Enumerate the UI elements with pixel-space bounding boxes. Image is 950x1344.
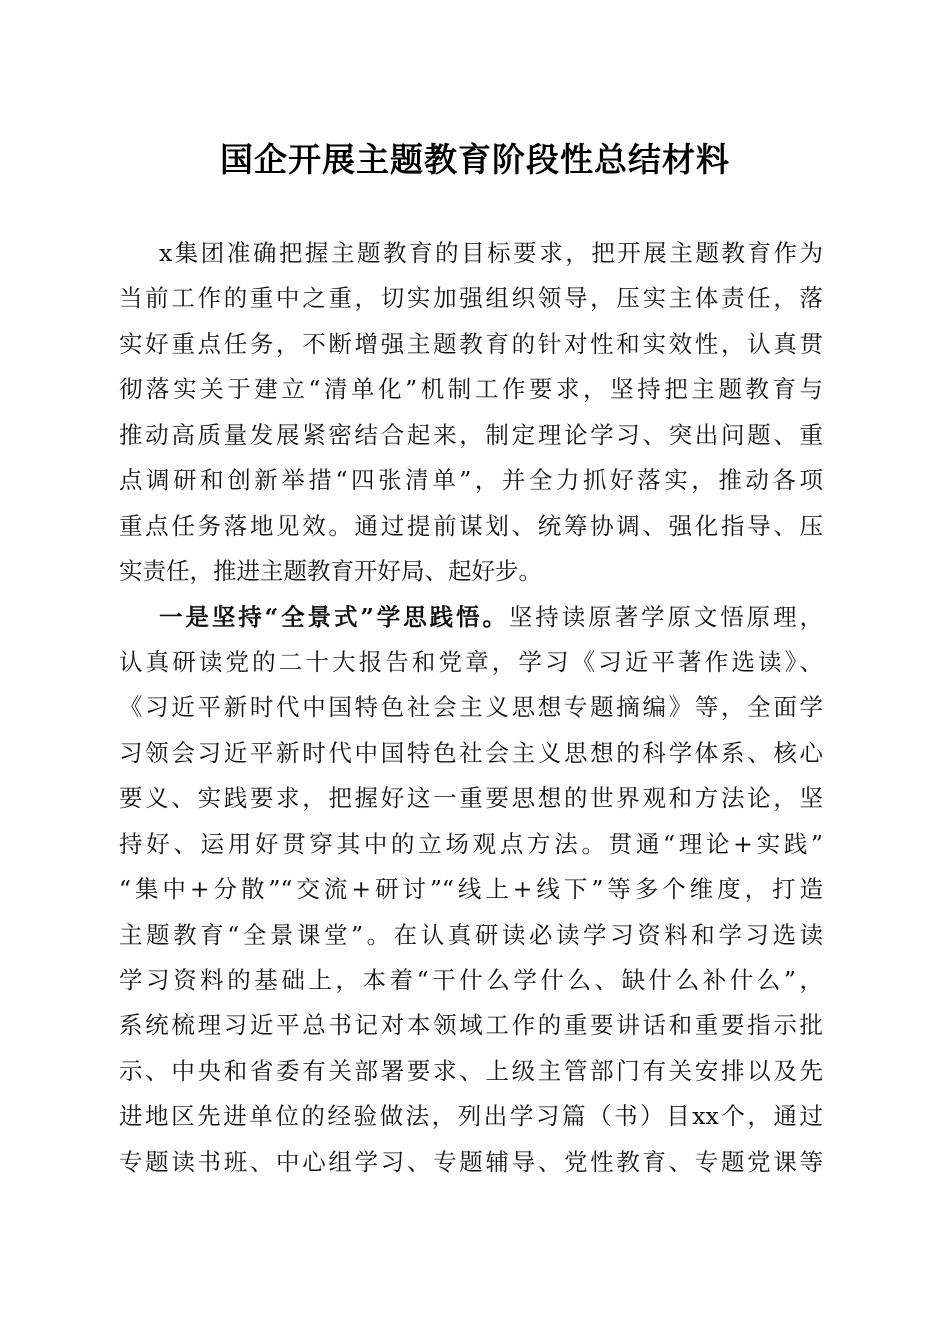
text-line <box>119 595 823 640</box>
paragraph-study <box>119 595 823 1186</box>
text-line: “集中+分散”“交流+研讨”“线上+线下”等多个维度，打造 <box>119 875 823 904</box>
section-lead: 一是坚持“全景式”学思践悟。 <box>159 602 509 631</box>
text-line: 实好重点任务，不断增强主题教育的针对性和实效性，认真贯 <box>119 329 823 358</box>
text-line: 推动高质量发展紧密结合起来，制定理论学习、突出问题、重 <box>119 420 823 449</box>
text-line: 专题读书班、中心组学习、专题辅导、党性教育、专题党课等 <box>119 1147 823 1176</box>
text-line: 当前工作的重中之重，切实加强组织领导，压实主体责任，落 <box>119 284 823 313</box>
text-line: 重点任务落地见效。通过提前谋划、统筹协调、强化指导、压 <box>119 511 823 540</box>
text-line: 认真研读党的二十大报告和党章，学习《习近平著作选读》、 <box>119 647 823 676</box>
document-title: 国企开展主题教育阶段性总结材料 <box>220 140 730 179</box>
text-line: 点调研和创新举措“四张清单”，并全力抓好落实，推动各项 <box>119 466 823 495</box>
text-line: 示、中央和省委有关部署要求、上级主管部门有关安排以及先 <box>119 1056 823 1085</box>
text-line: 学习资料的基础上，本着“干什么学什么、缺什么补什么”， <box>119 966 823 994</box>
text-line: 进地区先进单位的经验做法，列出学习篇（书）目xx个，通过 <box>119 1102 823 1131</box>
text-line: x集团准确把握主题教育的目标要求，把开展主题教育作为 <box>159 239 823 267</box>
text-line: 实责任，推进主题教育开好局、起好步。 <box>119 557 542 586</box>
text-line: 系统梳理习近平总书记对本领域工作的重要讲话和重要指示批 <box>119 1011 823 1040</box>
text-line: 彻落实关于建立“清单化”机制工作要求，坚持把主题教育与 <box>119 375 823 404</box>
text-line: 《习近平新时代中国特色社会主义思想专题摘编》等，全面学 <box>119 693 823 722</box>
text-line: 持好、运用好贯穿其中的立场观点方法。贯通“理论+实践” <box>119 829 823 858</box>
document-body <box>119 231 823 1185</box>
text-line: 主题教育“全景课堂”。在认真研读必读学习资料和学习选读 <box>119 920 823 949</box>
text-line: 要义、实践要求，把握好这一重要思想的世界观和方法论，坚 <box>119 784 823 813</box>
text-fragment: 坚持读原著学原文悟原理， <box>508 602 823 631</box>
text-line: 习领会习近平新时代中国特色社会主义思想的科学体系、核心 <box>119 738 823 767</box>
paragraph-intro <box>119 231 823 595</box>
